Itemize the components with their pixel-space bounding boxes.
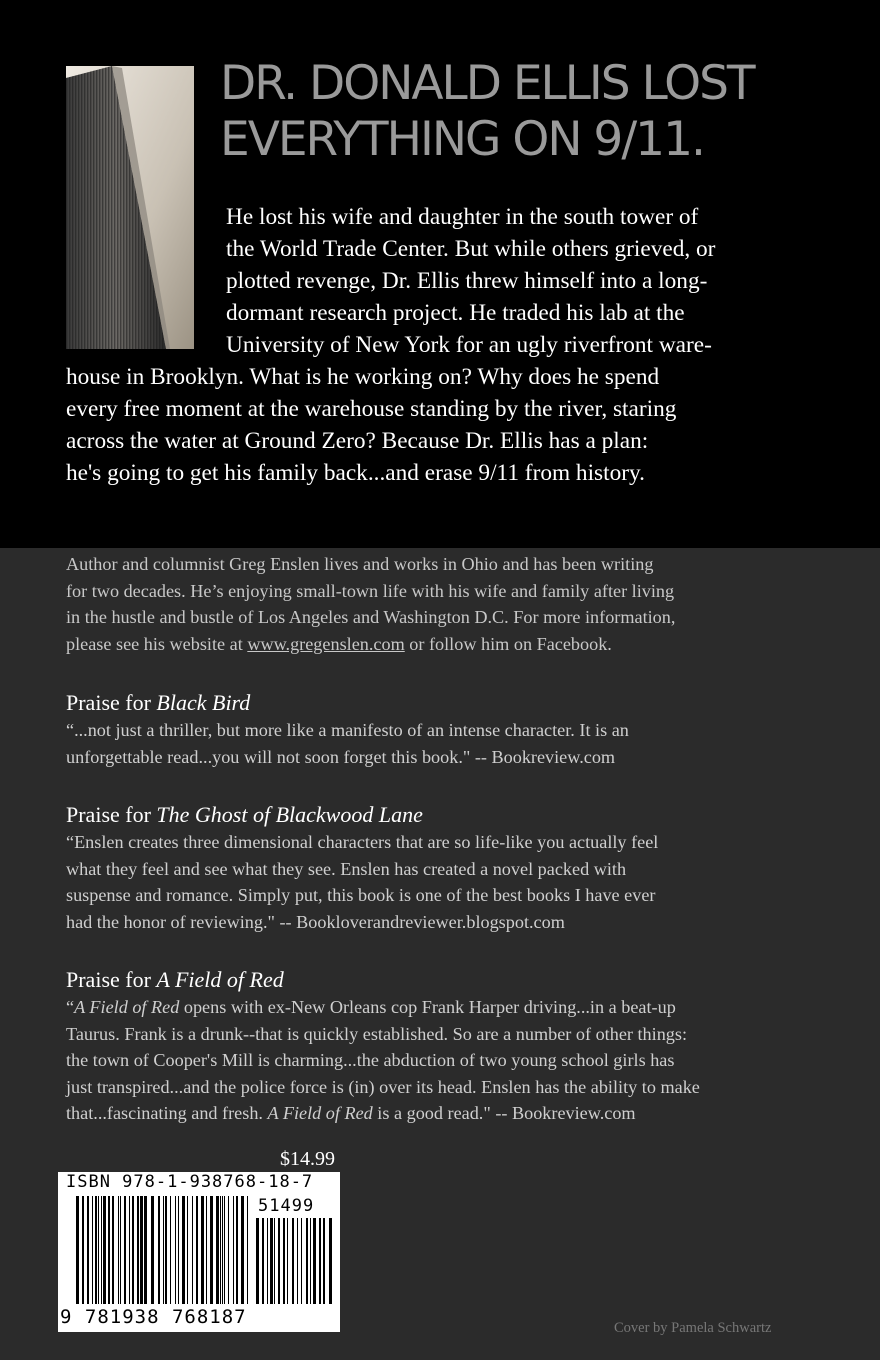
barcode-bar	[76, 1196, 79, 1304]
barcode-bar	[323, 1218, 325, 1304]
book-title: A Field of Red	[156, 967, 284, 992]
quote-line: unforgettable read...you will not soon forget this book." -- Bookreview.com	[66, 746, 616, 767]
barcode-bar	[241, 1196, 244, 1304]
barcode-bar	[163, 1196, 164, 1304]
book-title: Black Bird	[156, 690, 251, 715]
barcode-bar	[144, 1196, 147, 1304]
synopsis-line: University of New York for an ugly riverfront ware-	[226, 332, 712, 358]
barcode-bar	[224, 1196, 225, 1304]
barcode-bar	[287, 1218, 288, 1304]
barcode-bar	[220, 1196, 221, 1304]
praise-heading	[66, 966, 866, 994]
barcode-bar	[262, 1218, 264, 1304]
bio-line: Author and columnist Greg Enslen lives and works in Ohio and has been writing	[66, 554, 654, 574]
barcode-bar	[210, 1196, 213, 1304]
barcode-bar	[256, 1218, 259, 1304]
barcode-bar	[178, 1196, 179, 1304]
book-title: A Field of Red	[267, 1103, 373, 1123]
barcode-bar	[82, 1196, 84, 1304]
praise-prefix: Praise for	[66, 967, 157, 992]
barcode-bar	[233, 1196, 234, 1304]
barcode-bar	[98, 1196, 99, 1304]
synopsis-line: the World Trade Center. But while others grieved, or	[226, 236, 716, 262]
barcode-bar	[118, 1196, 119, 1304]
cover-credit: Cover by Pamela Schwartz	[614, 1320, 772, 1336]
praise-heading	[66, 801, 866, 829]
barcode-bar	[283, 1218, 285, 1304]
quote-text: opens with ex-New Orleans cop Frank Harper driving...in a beat-up	[179, 997, 676, 1017]
addon-barcode-bars	[256, 1218, 332, 1304]
barcode-bar	[170, 1196, 171, 1304]
price-label: $14.99	[280, 1148, 335, 1170]
price-addon-code: 51499	[258, 1196, 315, 1216]
barcode-bar	[124, 1196, 126, 1304]
praise-quote	[66, 994, 866, 1127]
barcode-bar	[216, 1196, 219, 1304]
book-title: A Field of Red	[74, 997, 180, 1017]
barcode-bar	[158, 1196, 160, 1304]
bio-line: in the hustle and bustle of Los Angeles and Washington D.C. For more information,	[66, 607, 676, 627]
barcode-bar	[292, 1218, 294, 1304]
quote-line: “Enslen creates three dimensional characters that are so life-like you actually feel	[66, 832, 659, 852]
synopsis-line: plotted revenge, Dr. Ellis threw himself into a long-	[226, 268, 708, 294]
website-link[interactable]: www.gregenslen.com	[247, 633, 405, 654]
praise-heading	[66, 689, 866, 717]
synopsis-line: dormant research project. He traded his lab at the	[226, 300, 685, 326]
quote-line	[66, 994, 866, 1021]
barcode-bar	[140, 1196, 143, 1304]
quote-mark: “	[66, 997, 75, 1017]
barcode-bars	[76, 1196, 252, 1304]
synopsis-line: across the water at Ground Zero? Because Dr. Ellis has a plan:	[66, 428, 649, 454]
headline-line-1: DR. DONALD ELLIS LOST	[220, 56, 754, 111]
barcode-bar	[247, 1196, 248, 1304]
praise-ghost-of-blackwood-lane	[66, 801, 866, 935]
barcode-bar	[329, 1218, 332, 1304]
quote-line: what they feel and see what they see. Enslen has created a novel packed with	[66, 858, 627, 879]
praise-quote	[66, 717, 866, 770]
praise-prefix: Praise for	[66, 690, 157, 715]
barcode-bar	[201, 1196, 204, 1304]
quote-line: suspense and romance. Simply put, this book is one of the best books I have ever	[66, 885, 656, 905]
barcode-bar	[132, 1196, 134, 1304]
quote-line: “...not just a thriller, but more like a manifesto of an intense character. It is an	[66, 720, 629, 740]
bio-text: please see his website at	[66, 633, 248, 654]
praise-black-bird	[66, 689, 866, 770]
barcode-bar	[129, 1196, 130, 1304]
bio-line	[66, 631, 856, 658]
synopsis-line: he's going to get his family back...and erase 9/11 from history.	[66, 460, 645, 486]
quote-text: that...fascinating and fresh.	[66, 1103, 268, 1123]
barcode-bar	[270, 1218, 273, 1304]
isbn-label: ISBN 978-1-938768-18-7	[66, 1172, 314, 1192]
isbn-barcode	[58, 1172, 340, 1332]
barcode-bar	[310, 1218, 311, 1304]
barcode-bar	[267, 1218, 268, 1304]
barcode-bar	[175, 1196, 176, 1304]
synopsis-line: house in Brooklyn. What is he working on? Why does he spend	[66, 364, 660, 390]
book-title: The Ghost of Blackwood Lane	[156, 802, 423, 827]
barcode-bar	[301, 1218, 302, 1304]
headline-line-2: EVERYTHING ON 9/11.	[220, 112, 704, 167]
barcode-bar	[95, 1196, 97, 1304]
synopsis-line: every free moment at the warehouse standing by the river, staring	[66, 396, 677, 422]
quote-line: just transpired...and the police force is (in) over its head. Enslen has the ability to make	[66, 1076, 700, 1097]
barcode-bar	[222, 1196, 223, 1304]
praise-prefix: Praise for	[66, 802, 157, 827]
quote-line: had the honor of reviewing." -- Bookloverandreviewer.blogspot.com	[66, 911, 565, 932]
barcode-bar	[187, 1196, 188, 1304]
headline	[220, 56, 754, 168]
quote-line: Taurus. Frank is a drunk--that is quickly established. So are a number of other things:	[66, 1023, 688, 1044]
barcode-bar	[103, 1196, 106, 1304]
quote-text: is a good read." -- Bookreview.com	[372, 1103, 636, 1123]
barcode-bar	[92, 1196, 93, 1304]
barcode-bar	[151, 1196, 154, 1304]
synopsis-line: He lost his wife and daughter in the south tower of	[226, 204, 699, 230]
barcode-bar	[112, 1196, 114, 1304]
barcode-bar	[182, 1196, 185, 1304]
barcode-bar	[313, 1218, 316, 1304]
barcode-bar	[165, 1196, 167, 1304]
praise-field-of-red	[66, 966, 866, 1127]
barcode-bar	[101, 1196, 102, 1304]
barcode-bar	[228, 1196, 229, 1304]
barcode-bar	[196, 1196, 198, 1304]
synopsis	[0, 201, 880, 489]
barcode-bar	[297, 1218, 298, 1304]
author-bio	[66, 551, 856, 657]
barcode-bar	[306, 1218, 308, 1304]
barcode-bar	[108, 1196, 110, 1304]
barcode-bar	[236, 1196, 238, 1304]
barcode-bar	[87, 1196, 89, 1304]
quote-line: the town of Cooper's Mill is charming...the abduction of two young school girls has	[66, 1050, 675, 1070]
barcode-bar	[274, 1218, 275, 1304]
barcode-bar	[278, 1218, 280, 1304]
bio-text: or follow him on Facebook.	[404, 633, 612, 654]
isbn-digits: 9 781938 768187	[60, 1306, 247, 1328]
barcode-bar	[120, 1196, 121, 1304]
barcode-bar	[206, 1196, 207, 1304]
barcode-bar	[319, 1218, 321, 1304]
praise-quote	[66, 829, 866, 935]
barcode-bar	[192, 1196, 193, 1304]
bio-line: for two decades. He’s enjoying small-town life with his wife and family after living	[66, 580, 675, 601]
quote-line	[66, 1100, 866, 1127]
barcode-bar	[137, 1196, 139, 1304]
